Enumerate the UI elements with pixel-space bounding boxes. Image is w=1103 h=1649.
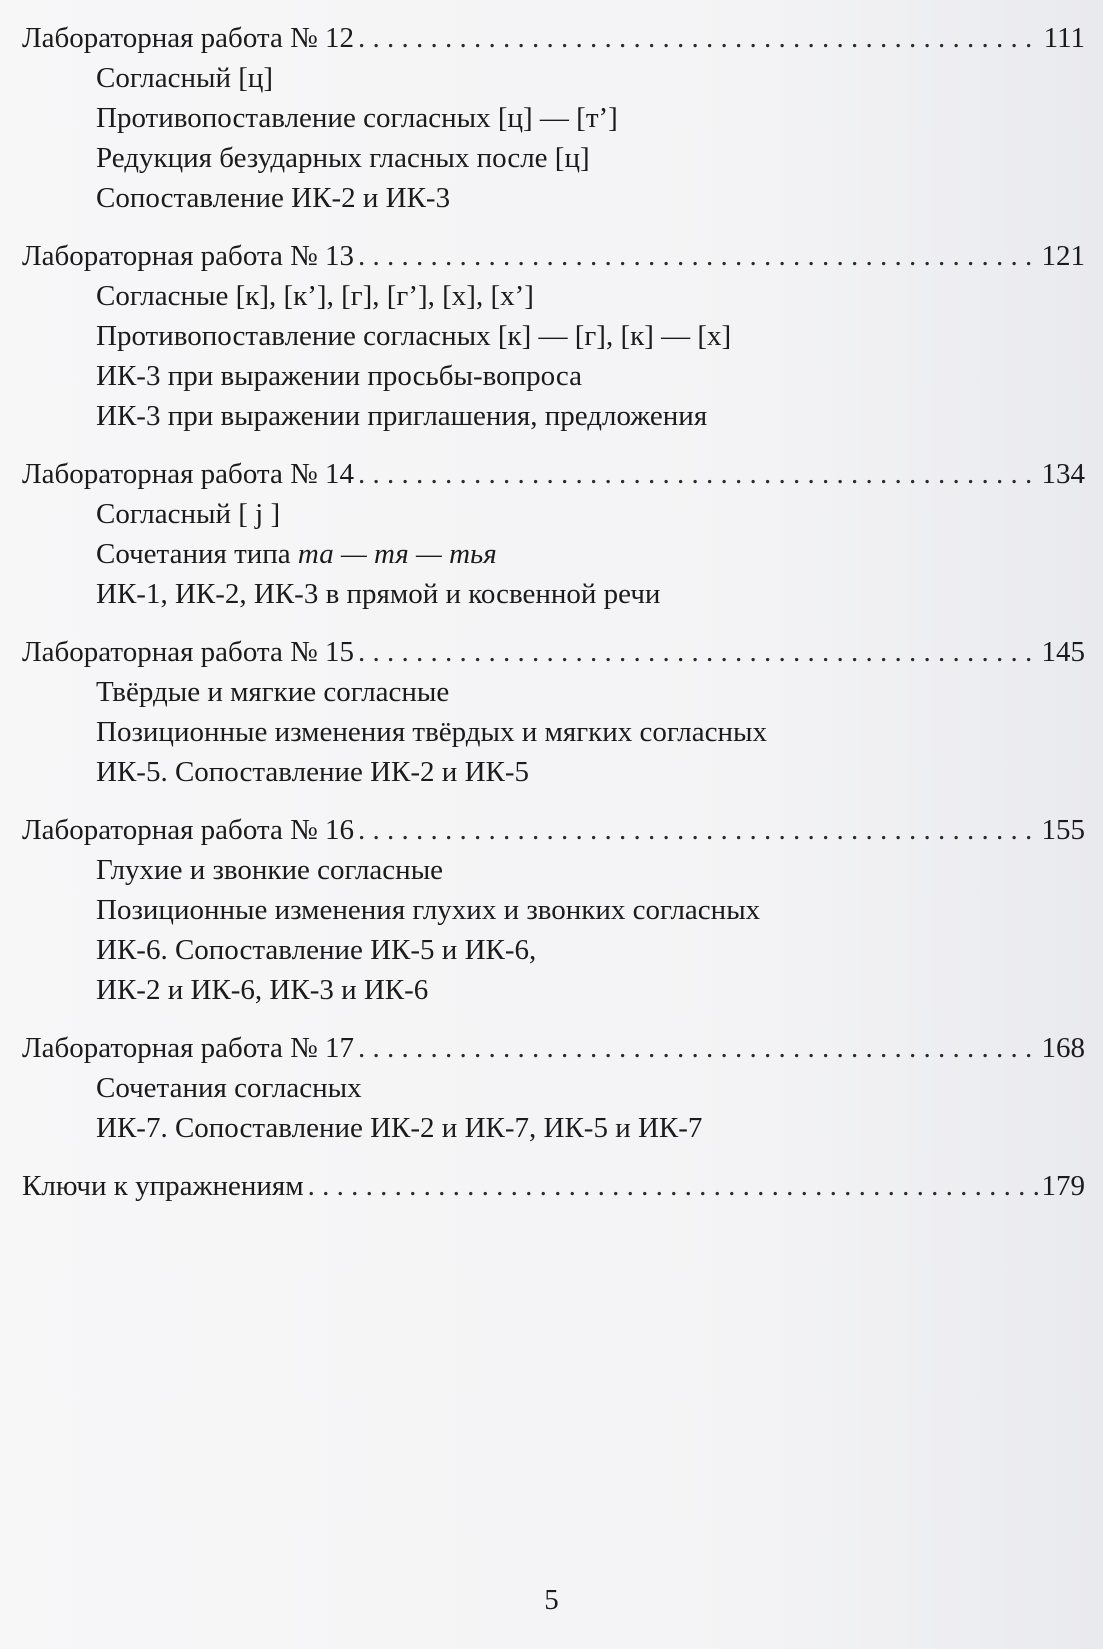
toc-heading-row[interactable] [22,236,1085,276]
toc-heading-row[interactable] [22,18,1085,58]
toc-page-number: 155 [1041,814,1085,846]
toc-subitem: Твёрдые и мягкие согласные [96,676,450,708]
dot-leader [358,1028,1038,1068]
toc-heading-row[interactable] [22,1166,1085,1206]
toc-subitem: Сочетания согласных [96,1072,362,1104]
toc-subitem: ИК-5. Сопоставление ИК-2 и ИК-5 [96,756,530,788]
toc-entry-title: Лабораторная работа № 17 [22,1032,354,1064]
toc-subitem: Согласный [ j ] [96,498,281,530]
combo-prefix: Сочетания типа [96,538,298,570]
toc-page-number: 145 [1041,636,1085,668]
toc-entry-title: Ключи к упражнениям [22,1170,304,1202]
toc-entry-title: Лабораторная работа № 14 [22,458,354,490]
toc-entry-answer-keys [22,1166,1085,1206]
toc-subitem: Сопоставление ИК-2 и ИК-3 [96,182,451,214]
toc-entry-lab-13 [22,236,1085,436]
page-number: 5 [544,1584,559,1616]
toc-subitem: ИК-2 и ИК-6, ИК-3 и ИК-6 [96,974,429,1006]
toc-subitem: ИК-1, ИК-2, ИК-3 в прямой и косвенной речи [96,578,661,610]
toc-entry-lab-12 [22,18,1085,218]
toc-entry-lab-14 [22,454,1085,614]
combo-italic: та — тя — тья [297,538,497,570]
toc-subitem: Противопоставление согласных [ц] — [т’] [96,102,618,134]
toc-subitem: Согласный [ц] [96,62,274,94]
toc-subitem: Позиционные изменения твёрдых и мягких согласных [96,716,767,748]
dot-leader [358,632,1038,672]
toc-subitem: Согласные [к], [к’], [г], [г’], [х], [х’] [96,280,534,312]
toc-heading-row[interactable] [22,1028,1085,1068]
toc-subitem: Глухие и звонкие согласные [96,854,444,886]
toc-subitem: ИК-3 при выражении приглашения, предложения [96,400,708,432]
toc-subitem: Противопоставление согласных [к] — [г], [к] — [х] [96,320,732,352]
toc-heading-row[interactable] [22,632,1085,672]
dot-leader [358,236,1038,276]
toc-entry-lab-15 [22,632,1085,792]
toc-page-number: 168 [1041,1032,1085,1064]
toc-subitem: Редукция безударных гласных после [ц] [96,142,590,174]
toc-page-number: 134 [1041,458,1085,490]
dot-leader [358,454,1038,494]
dot-leader [358,18,1040,58]
toc-entry-lab-17 [22,1028,1085,1148]
toc-page-number: 111 [1043,22,1085,54]
toc-page-number: 179 [1041,1170,1085,1202]
dot-leader [308,1166,1038,1206]
toc-heading-row[interactable] [22,810,1085,850]
table-of-contents [22,18,1085,1224]
dot-leader [358,810,1038,850]
toc-subitem: ИК-3 при выражении просьбы-вопроса [96,360,582,392]
toc-heading-row[interactable] [22,454,1085,494]
toc-subitem-combinations [96,534,1085,574]
toc-entry-title: Лабораторная работа № 12 [22,22,354,54]
toc-entry-title: Лабораторная работа № 13 [22,240,354,272]
toc-subitem: ИК-6. Сопоставление ИК-5 и ИК-6, [96,934,537,966]
toc-entry-title: Лабораторная работа № 16 [22,814,354,846]
toc-page-number: 121 [1041,240,1085,272]
toc-subitem: Позиционные изменения глухих и звонких согласных [96,894,761,926]
toc-entry-title: Лабораторная работа № 15 [22,636,354,668]
toc-subitem: ИК-7. Сопоставление ИК-2 и ИК-7, ИК-5 и ИК-7 [96,1112,703,1144]
toc-entry-lab-16 [22,810,1085,1010]
